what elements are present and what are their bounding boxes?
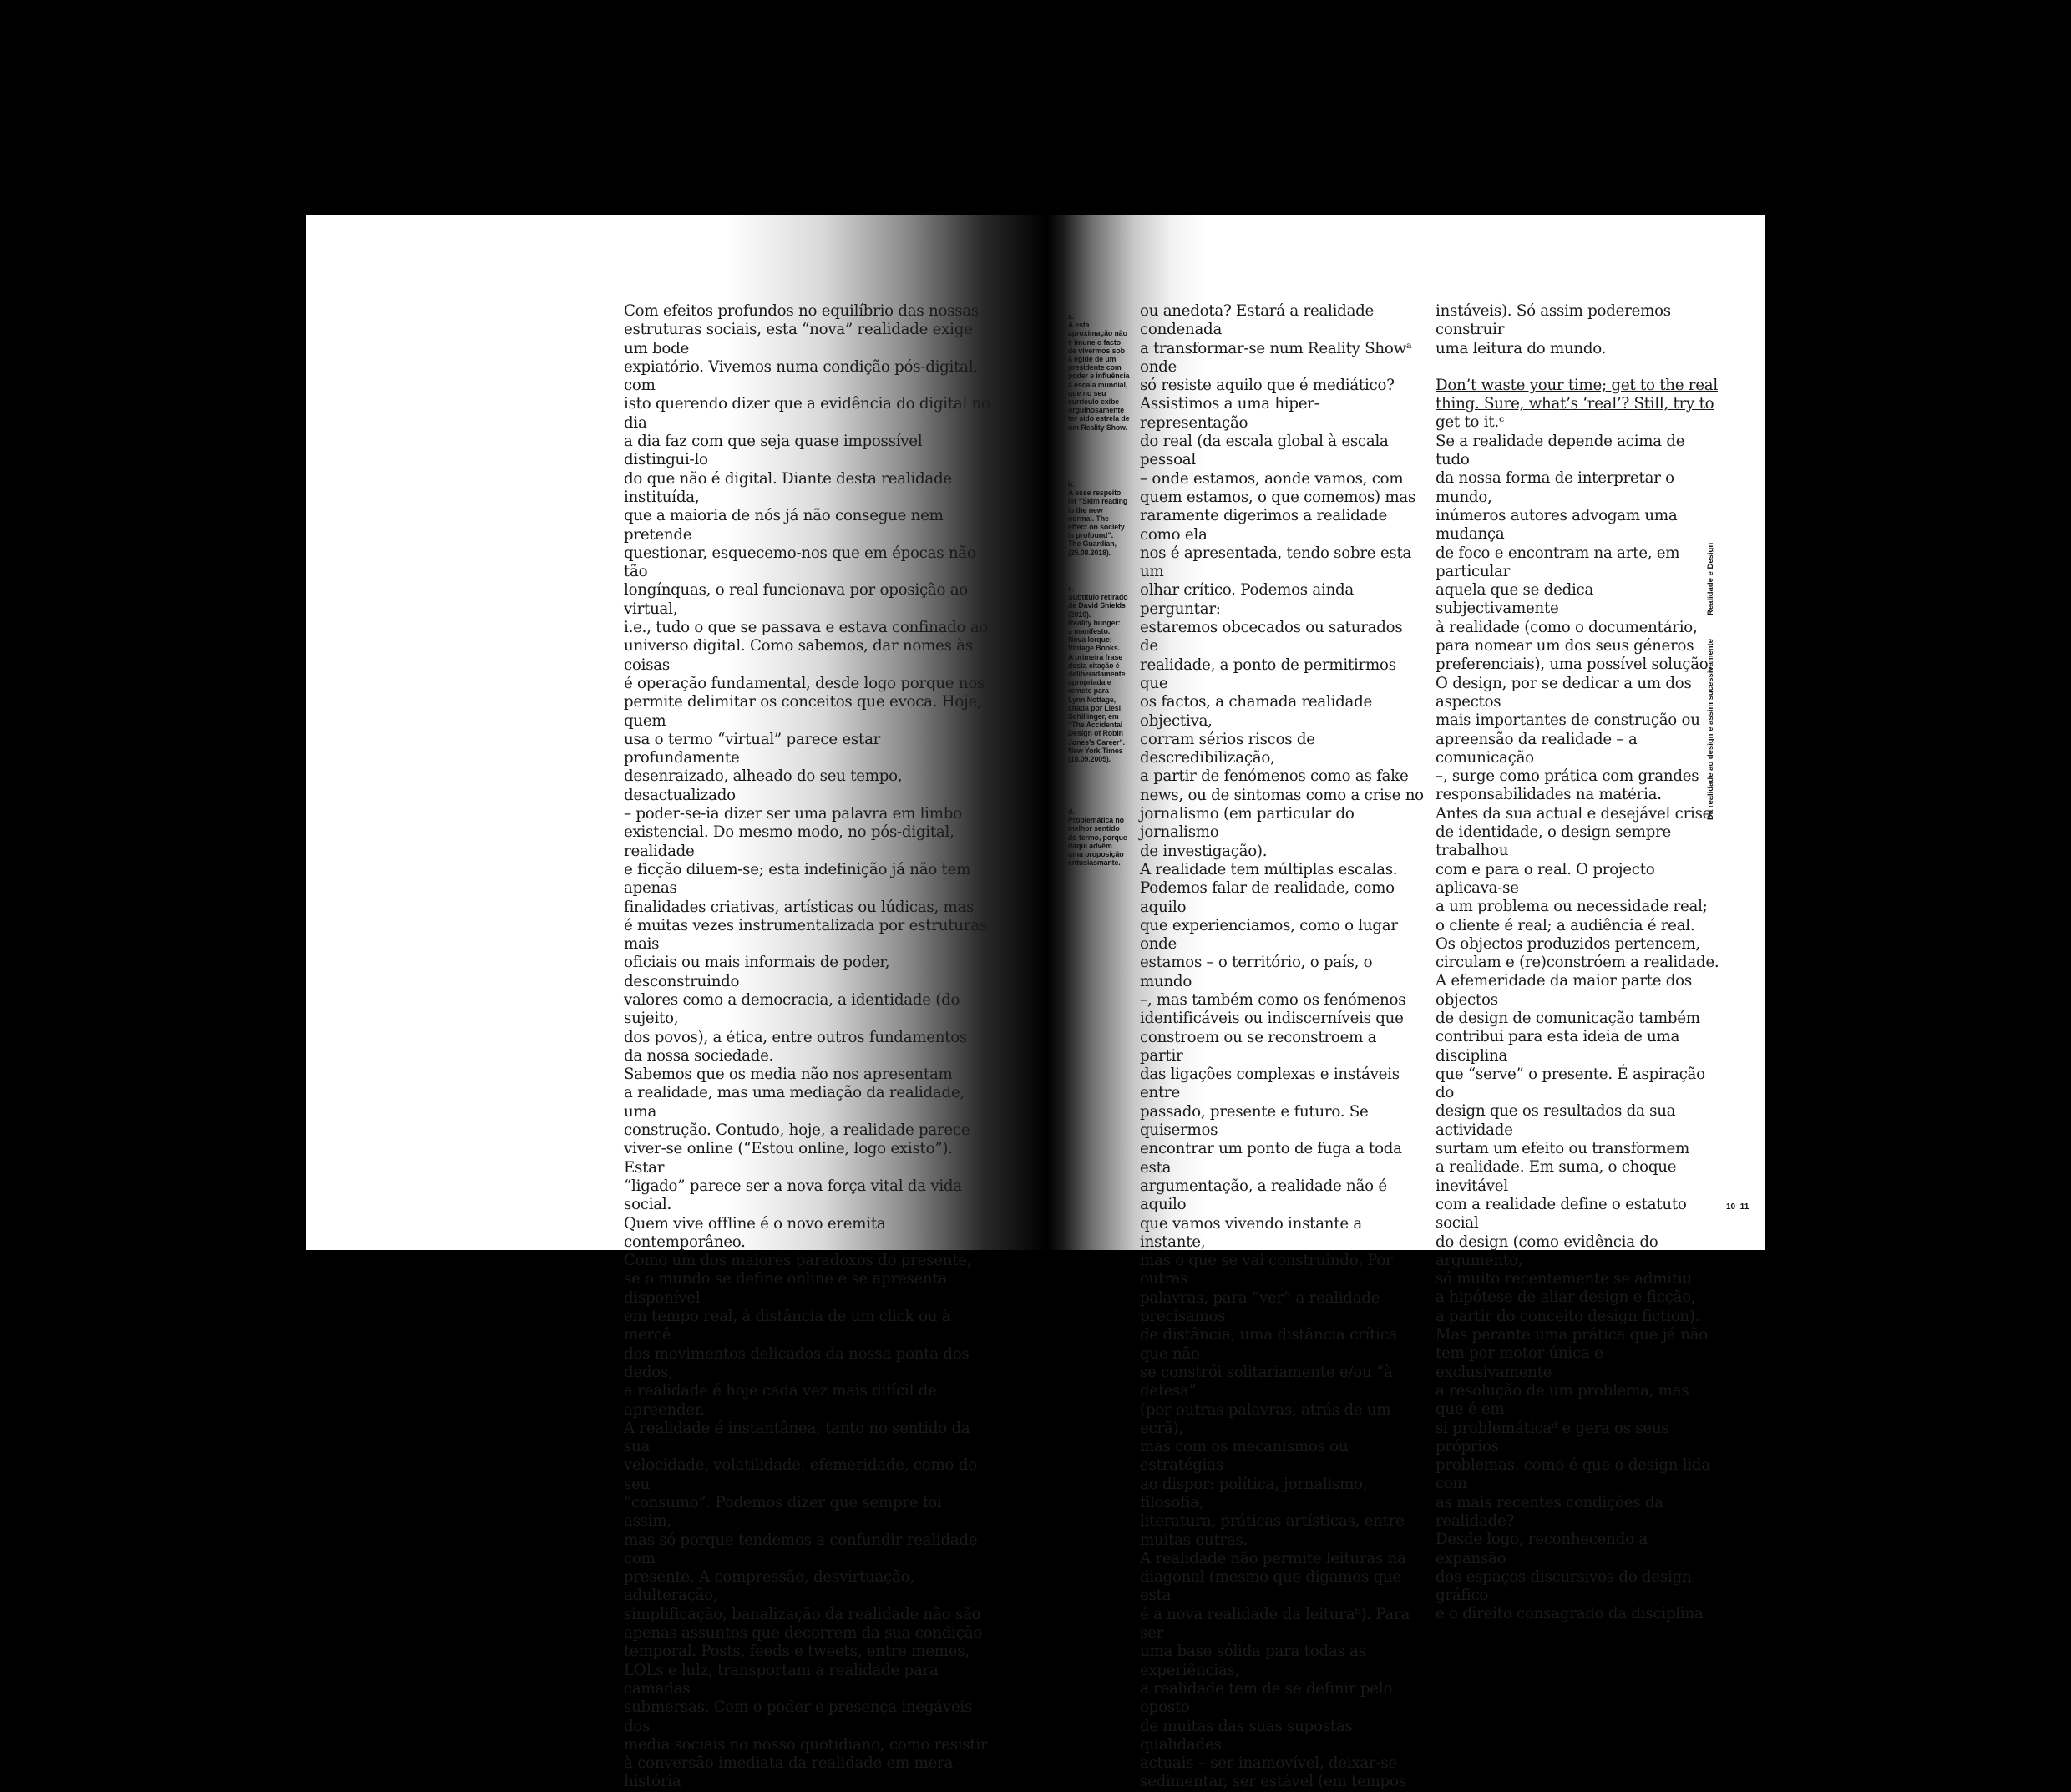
text-line: quem estamos, o que comemos) mas xyxy=(1140,488,1416,506)
text-line: actuais – ser inamovível, deixar-se xyxy=(1140,1754,1397,1773)
footnote-line: New York Times xyxy=(1068,746,1123,755)
text-line: existencial. Do mesmo modo, no pós-digital, realidade xyxy=(624,823,954,860)
running-head xyxy=(1706,519,1715,820)
text-line: encontrar um ponto de fuga a toda esta xyxy=(1140,1140,1402,1177)
running-head-chapter: Da realidade ao design e assim sucessivamente xyxy=(1706,638,1715,820)
footnote-line: A primeira frase xyxy=(1068,652,1123,661)
footnote-line: citada por Liesl xyxy=(1068,703,1121,712)
running-head-section: Realidade e Design xyxy=(1706,542,1715,615)
text-line: longínquas, o real funcionava por oposição ao virtual, xyxy=(624,581,969,618)
footnote-line: Subtítulo retirado xyxy=(1068,593,1128,602)
footnote-line: orgulhosamente xyxy=(1068,406,1125,415)
text-line: temporal. Posts, feeds e tweets, entre memes, xyxy=(624,1643,970,1661)
text-line: ao dispor: política, jornalismo, filosofia, xyxy=(1140,1475,1368,1511)
text-line: constroem ou se reconstroem a partir xyxy=(1140,1028,1377,1065)
text-line: – onde estamos, aonde vamos, com xyxy=(1140,469,1404,488)
text-line: dos movimentos delicados da nossa ponta dos dedos, xyxy=(624,1344,970,1381)
text-line: para nomear um dos seus géneros xyxy=(1436,637,1694,656)
footnote-line: is profound”. xyxy=(1068,531,1113,540)
text-line: das ligações complexas e instáveis entre xyxy=(1140,1066,1400,1102)
text-line: problemas, como é que o design lida com xyxy=(1436,1456,1710,1493)
footnote xyxy=(1068,585,1135,763)
text-line: a transformar-se num Reality Showᵃ onde xyxy=(1140,339,1412,376)
text-line: olhar crítico. Podemos ainda perguntar: xyxy=(1140,581,1355,618)
text-line: com a realidade define o estatuto social xyxy=(1436,1195,1687,1233)
footnote-line: b. xyxy=(1068,480,1075,488)
text-line: sedimentar, ser estável (em tempos xyxy=(1140,1773,1406,1791)
text-line: só resiste aquilo que é mediático? xyxy=(1140,377,1395,395)
text-line: oficiais ou mais informais de poder, desconstruindo xyxy=(624,954,890,990)
text-line: de foco e encontram na arte, em particular xyxy=(1436,544,1680,580)
text-line: com e para o real. O projecto aplicava-se xyxy=(1436,860,1655,897)
text-line: argumentação, a realidade não é aquilo xyxy=(1140,1177,1387,1214)
text-line: à realidade (como o documentário, xyxy=(1436,618,1698,636)
footnote-line: ler “Skim reading xyxy=(1068,497,1128,506)
left-body-column xyxy=(624,302,991,1792)
footnote-line: remete para xyxy=(1068,686,1109,696)
text-line: e o direito consagrado da disciplina xyxy=(1436,1605,1704,1623)
footnote-line: entusiasmante. xyxy=(1068,858,1121,868)
text-line: estamos – o território, o país, o mundo xyxy=(1140,954,1373,990)
text-line: realidade, a ponto de permitirmos que xyxy=(1140,656,1396,692)
text-line: a realidade é hoje cada vez mais difícil de apreender. xyxy=(624,1382,937,1419)
footnote-line: a. xyxy=(1068,312,1075,321)
text-line: o cliente é real; a audiência é real. xyxy=(1436,916,1695,934)
left-page xyxy=(306,215,1046,1791)
footnote-line: desta citação é xyxy=(1068,661,1120,670)
subheading-line: get to it.ᶜ xyxy=(1436,413,1504,432)
text-line: universo digital. Como sabemos, dar nomes às coisas xyxy=(624,637,973,674)
text-line: de identidade, o design sempre trabalhou xyxy=(1436,823,1672,860)
footnote-line: de vivermos sob xyxy=(1068,346,1125,355)
footnote-line: A esse respeito xyxy=(1068,488,1122,498)
text-line: estruturas sociais, esta “nova” realidade exige um bode xyxy=(624,321,973,357)
text-line: nos é apresentada, tendo sobre esta um xyxy=(1140,544,1412,581)
text-line: “ligado” parece ser a nova força vital da vida social. xyxy=(624,1177,962,1214)
text-line: instáveis). Só assim poderemos construir xyxy=(1436,302,1671,339)
text-line: A realidade não permite leituras na xyxy=(1140,1549,1406,1567)
text-line: é a nova realidade da leituraᵇ). Para ser xyxy=(1140,1605,1410,1643)
text-line: finalidades criativas, artísticas ou lúdicas, mas xyxy=(624,898,975,916)
text-line: à conversão imediata da realidade em mera história xyxy=(624,1754,954,1791)
footnote-line: Nova Iorque: xyxy=(1068,635,1112,645)
text-line: se constrói solitariamente e/ou “à defesa” xyxy=(1140,1363,1393,1400)
text-line: –, surge como prática com grandes xyxy=(1436,767,1699,786)
text-line: responsabilidades na matéria. xyxy=(1436,786,1662,804)
text-line: permite delimitar os conceitos que evoca. Hoje, quem xyxy=(624,693,982,730)
text-line: raramente digerimos a realidade como ela xyxy=(1140,507,1388,544)
footnote xyxy=(1068,312,1135,432)
text-line: estaremos obcecados ou saturados de xyxy=(1140,619,1403,656)
footnote xyxy=(1068,807,1135,867)
text-line: design que os resultados da sua actividade xyxy=(1436,1102,1676,1139)
footnote-line: Problemática no xyxy=(1068,816,1124,825)
text-line: em tempo real, à distância de um click ou à mercê xyxy=(624,1308,951,1344)
text-line: (por outras palavras, atrás de um ecrã), xyxy=(1140,1400,1391,1437)
footnote-line: is the new xyxy=(1068,505,1103,514)
text-line: a resolução de um problema, mas que é em xyxy=(1436,1381,1689,1419)
text-line: surtam um efeito ou transformem xyxy=(1436,1140,1689,1158)
footnote-line: (25.08.2018). xyxy=(1068,548,1111,557)
footnote xyxy=(1068,480,1135,557)
text-line: preferenciais), uma possível solução. xyxy=(1436,656,1713,674)
text-line: submersas. Com o poder e presença inegáveis dos xyxy=(624,1698,973,1735)
text-line: as mais recentes condições da realidade? xyxy=(1436,1493,1663,1530)
text-line: os factos, a chamada realidade objectiva, xyxy=(1140,693,1373,730)
text-line: que experienciamos, como o lugar onde xyxy=(1140,916,1398,954)
footnote-line: aproximação não xyxy=(1068,329,1127,338)
subheading-line: thing. Sure, what’s ‘real’? Still, try to xyxy=(1436,395,1714,413)
footnote-line: a manifesto. xyxy=(1068,627,1111,636)
text-line: A realidade tem múltiplas escalas. xyxy=(1140,860,1398,878)
subheading-line: Don’t waste your time; get to the real xyxy=(1436,376,1718,394)
text-line: a realidade, mas uma mediação da realidade, uma xyxy=(624,1084,965,1121)
text-line: aquela que se dedica subjectivamente xyxy=(1436,581,1594,618)
page-number: 10–11 xyxy=(1726,1202,1749,1212)
footnote-line: que no seu xyxy=(1068,388,1106,397)
text-line: i.e., tudo o que se passava e estava confinado ao xyxy=(624,619,989,637)
text-line: dos povos), a ética, entre outros fundamentos xyxy=(624,1028,968,1046)
text-line: que “serve” o presente. É aspiração do xyxy=(1436,1065,1705,1102)
footnote-line: normal. The xyxy=(1068,514,1109,523)
text-line: palavras, para “ver” a realidade precisamos xyxy=(1140,1288,1380,1326)
footnote-line: uma proposição xyxy=(1068,850,1124,859)
footnote-line: poder e influência xyxy=(1068,372,1130,381)
text-line: Podemos falar de realidade, como aquilo xyxy=(1140,879,1395,916)
text-line: circulam e (re)constróem a realidade. xyxy=(1436,954,1719,972)
footnote-line: à escala mundial, xyxy=(1068,380,1128,389)
text-line: só muito recentemente se admitiu xyxy=(1436,1270,1692,1288)
text-line: O design, por se dedicar a um dos aspectos xyxy=(1436,674,1692,711)
footnote-line: d. xyxy=(1068,807,1075,816)
right-page xyxy=(1046,215,1765,1791)
text-line: questionar, esquecemo-nos que em épocas não tão xyxy=(624,544,976,581)
text-line: –, mas também como os fenómenos xyxy=(1140,990,1406,1009)
text-line: a realidade tem de se definir pelo oposto xyxy=(1140,1679,1393,1717)
footnote-line: Lynn Nottage, xyxy=(1068,695,1117,704)
text-line: mas o que se vai construindo. Por outras xyxy=(1140,1252,1393,1288)
footnote-line: a égide de um xyxy=(1068,355,1117,364)
footnote-line: (18.09.2005). xyxy=(1068,755,1111,764)
text-line: de distância, uma distância crítica que não xyxy=(1140,1326,1398,1363)
text-line: Assistimos a uma hiper-representação xyxy=(1140,395,1319,432)
footnote-line: daqui advêm xyxy=(1068,841,1112,850)
text-line: que a maioria de nós já não consegue nem pretende xyxy=(624,507,944,544)
footnote-line: melhor sentido xyxy=(1068,824,1120,833)
footnote-line: Schillinger, em xyxy=(1068,712,1119,721)
text-line: do design (como evidência do argumento, xyxy=(1436,1233,1658,1269)
footnote-line: Design of Robin xyxy=(1068,729,1123,738)
text-line: a partir do conceito design fiction). xyxy=(1436,1307,1700,1325)
text-line: se o mundo se define online e se apresenta disponível xyxy=(624,1270,948,1307)
text-line: da nossa forma de interpretar o mundo, xyxy=(1436,469,1674,506)
footnote-line: um Reality Show. xyxy=(1068,423,1127,432)
footnote-line: currículo exibe xyxy=(1068,397,1120,407)
text-line: passado, presente e futuro. Se quisermos xyxy=(1140,1102,1369,1140)
text-line: presente. A compressão, desvirtuação, adulteração, xyxy=(624,1568,914,1605)
text-line: tem por motor única e exclusivamente xyxy=(1436,1344,1603,1381)
text-line: e ficção diluem-se; esta indefinição já não tem apenas xyxy=(624,860,971,898)
footnote-line: do termo, porque xyxy=(1068,833,1127,842)
footnote-line: de David Shields xyxy=(1068,601,1126,610)
text-line: a realidade. Em suma, o choque inevitável xyxy=(1436,1158,1677,1195)
text-line: contribui para esta ideia de uma disciplina xyxy=(1436,1028,1680,1065)
footnote-line: Reality hunger: xyxy=(1068,618,1121,627)
text-line: Mas perante uma prática que já não xyxy=(1436,1326,1708,1344)
footnote-line: Jones’s Career”. xyxy=(1068,737,1125,747)
text-line: a partir de fenómenos como as fake xyxy=(1140,767,1409,786)
text-line: construção. Contudo, hoje, a realidade parece xyxy=(624,1121,970,1140)
text-line: isto querendo dizer que a evidência do digital no dia xyxy=(624,395,990,432)
text-line: velocidade, volatilidade, efemeridade, como do seu xyxy=(624,1456,977,1493)
text-line: a um problema ou necessidade real; xyxy=(1436,898,1708,916)
text-line: – poder-se-ia dizer ser uma palavra em limbo xyxy=(624,805,962,823)
text-line: uma leitura do mundo. xyxy=(1436,339,1607,357)
footnote-line: The Guardian, xyxy=(1068,539,1117,549)
footnote-line: apropriada e xyxy=(1068,678,1111,687)
text-line: Quem vive offline é o novo eremita contemporâneo. xyxy=(624,1214,886,1251)
text-line: de muitas das suas supostas qualidades xyxy=(1140,1717,1353,1754)
text-line: uma base sólida para todas as experiências, xyxy=(1140,1643,1366,1679)
text-line: expiatório. Vivemos numa condição pós-digital, com xyxy=(624,357,978,395)
text-line: viver-se online (“Estou online, logo existo”). Estar xyxy=(624,1140,953,1177)
text-line: si problemáticaᵈ e gera os seus próprios xyxy=(1436,1419,1669,1455)
right-body-column-1 xyxy=(1140,302,1424,1792)
text-line: do real (da escala global à escala pessoal xyxy=(1140,433,1389,469)
right-body-column-2 xyxy=(1436,302,1719,1624)
footnote-line: presidente com xyxy=(1068,363,1122,372)
text-line: Se a realidade depende acima de tudo xyxy=(1436,432,1685,469)
text-line: LOLs e lulz, transportam a realidade para camadas xyxy=(624,1661,939,1698)
text-line: apenas assuntos que decorrem da sua condição xyxy=(624,1624,983,1643)
text-line: apreensão da realidade – a comunicação xyxy=(1436,730,1638,767)
subheading-quote xyxy=(1436,377,1719,433)
footnote-line: Vintage Books. xyxy=(1068,644,1120,653)
text-line: A efemeridade da maior parte dos objectos xyxy=(1436,972,1692,1009)
text-line: a hipótese de aliar design e ficção, xyxy=(1436,1288,1696,1307)
text-line: Com efeitos profundos no equilíbrio das nossas xyxy=(624,302,979,320)
text-line: muitas outras. xyxy=(1140,1531,1248,1549)
column-2-intro xyxy=(1436,302,1719,358)
text-line: Como um dos maiores paradoxos do presente, xyxy=(624,1252,972,1270)
text-line: simplificação, banalização da realidade não são xyxy=(624,1605,981,1623)
text-line: jornalismo (em particular do jornalismo xyxy=(1140,805,1355,842)
text-line: de investigação). xyxy=(1140,842,1268,860)
text-line: media sociais no nosso quotidiano, como resistir xyxy=(624,1735,988,1754)
text-line: é muitas vezes instrumentalizada por estruturas mais xyxy=(624,916,987,954)
text-line: ou anedota? Estará a realidade condenada xyxy=(1140,302,1375,339)
text-line: desenraizado, alheado do seu tempo, desactualizado xyxy=(624,767,903,804)
text-line: de design de comunicação também xyxy=(1436,1009,1700,1027)
text-line: Desde logo, reconhecendo a expansão xyxy=(1436,1531,1648,1567)
text-line: diagonal (mesmo que digamos que esta xyxy=(1140,1568,1401,1605)
text-line: identificáveis ou indiscerníveis que xyxy=(1140,1010,1404,1028)
footnote-line: c. xyxy=(1068,585,1075,593)
text-line: “consumo”. Podemos dizer que sempre foi assim, xyxy=(624,1494,942,1531)
text-line: inúmeros autores advogam uma mudança xyxy=(1436,506,1678,544)
text-line: literatura, práticas artísticas, entre xyxy=(1140,1512,1405,1531)
text-line: a dia faz com que seja quase impossível distingui-lo xyxy=(624,433,923,469)
text-line: do que não é digital. Diante desta realidade instituída, xyxy=(624,469,952,506)
text-line: é operação fundamental, desde logo porque nos xyxy=(624,674,985,692)
text-line: Antes da sua actual e desejável crise xyxy=(1436,804,1712,823)
text-line: news, ou de sintomas como a crise no xyxy=(1140,786,1424,804)
footnote-line: effect on society xyxy=(1068,523,1125,532)
text-line: valores como a democracia, a identidade (do sujeito, xyxy=(624,990,960,1028)
column-2-body xyxy=(1436,433,1719,1624)
text-line: mais importantes de construção ou xyxy=(1436,711,1700,730)
footnote-line: é imune o facto xyxy=(1068,337,1122,347)
text-line: mas só porque tendemos a confundir realidade com xyxy=(624,1531,978,1567)
footnote-line: A esta xyxy=(1068,321,1090,330)
text-line: que vamos vivendo instante a instante, xyxy=(1140,1214,1362,1251)
footnote-line: deliberadamente xyxy=(1068,670,1126,679)
footnote-line: “The Accidental xyxy=(1068,721,1123,730)
text-line: dos espaços discursivos do design gráfico xyxy=(1436,1567,1692,1605)
text-line: usa o termo “virtual” parece estar profundamente xyxy=(624,730,881,767)
text-line: da nossa sociedade. xyxy=(624,1046,774,1065)
text-line: Sabemos que os media não nos apresentam xyxy=(624,1066,953,1084)
text-line: mas com os mecanismos ou estratégias xyxy=(1140,1438,1349,1475)
text-line: corram sérios riscos de descredibilização, xyxy=(1140,730,1315,767)
text-line: Os objectos produzidos pertencem, xyxy=(1436,934,1700,953)
footnote-line: (2010). xyxy=(1068,610,1091,619)
text-line: A realidade é instantânea, tanto no sentido da sua xyxy=(624,1419,970,1456)
footnote-line: ter sido estrela de xyxy=(1068,414,1130,423)
